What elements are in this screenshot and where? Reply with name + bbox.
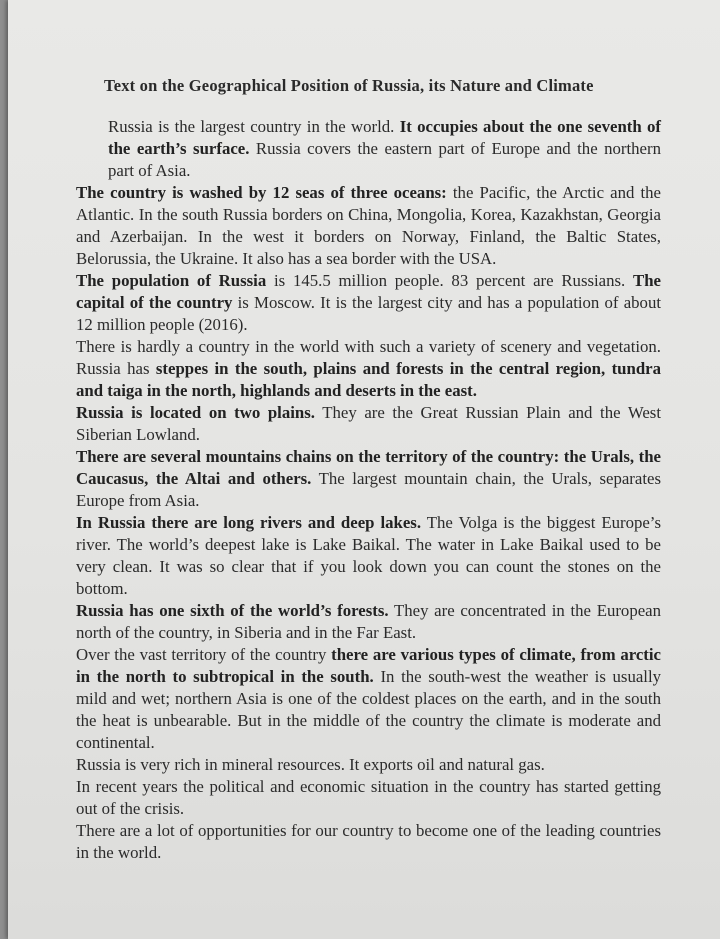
text-segment: Russia covers the eastern part of Europe and the northern part of Asia. (108, 139, 661, 180)
paragraph (76, 270, 661, 336)
text-segment: Russia is very rich in mineral resources. It exports oil and natural gas. (76, 755, 545, 774)
document-body (76, 116, 661, 864)
paragraph (76, 820, 661, 864)
paragraph (76, 754, 661, 776)
text-segment: is Moscow. It is the largest city and has a population of about 12 million people (2016). (76, 293, 662, 334)
bold-text-segment: The population of Russia (76, 271, 267, 290)
paragraph (76, 512, 661, 600)
text-segment: The largest mountain chain, the Urals, separates Europe from Asia. (76, 469, 661, 510)
paragraph (76, 336, 661, 402)
paragraph (76, 776, 661, 820)
text-segment: Over the vast territory of the country (76, 645, 332, 664)
text-segment: There are a lot of opportunities for our country to become one of the leading countries in the world. (76, 821, 661, 862)
bold-text-segment: The country is washed by 12 seas of three oceans: (76, 183, 447, 202)
bold-text-segment: Russia is located on two plains. (76, 403, 315, 422)
paragraph (76, 116, 661, 182)
text-segment: They are the Great Russian Plain and the West Siberian Lowland. (76, 403, 661, 444)
text-segment: the Pacific, the Arctic and the Atlantic. In the south Russia borders on China, Mongolia, Korea, Kazakhstan, Georgia and Azerbaijan. In the west it borders on Norway, Finland, the Baltic States, Belorussia, the Ukraine. It also has a sea border with the USA. (76, 183, 661, 268)
text-segment: In recent years the political and economic situation in the country has started getting out of the crisis. (76, 777, 661, 818)
bold-text-segment: The capital of the country (76, 271, 661, 312)
bold-text-segment: there are various types of climate, from arctic in the north to subtropical in the south. (76, 645, 661, 686)
text-segment: They are concentrated in the European north of the country, in Siberia and in the Far East. (76, 601, 661, 642)
document-title: Text on the Geographical Position of Russia, its Nature and Climate (104, 76, 594, 95)
bold-text-segment: In Russia there are long rivers and deep lakes. (76, 513, 422, 532)
document-page (8, 0, 720, 939)
paragraph (76, 402, 661, 446)
paragraph (76, 446, 661, 512)
paragraph (76, 600, 661, 644)
paragraph (76, 182, 661, 270)
text-segment: There is hardly a country in the world with such a variety of scenery and vegetation. Russia has (76, 337, 661, 378)
text-segment: In the south-west the weather is usually mild and wet; northern Asia is one of the coldest places on the earth, and in the south the heat is unbearable. But in the middle of the country the climate is moderate and continental. (76, 667, 661, 752)
bold-text-segment: Russia has one sixth of the world’s forests. (76, 601, 389, 620)
text-segment: The Volga is the biggest Europe’s river. The world’s deepest lake is Lake Baikal. The water in Lake Baikal used to be very clean. It was so clear that if you look down you can count the stones on the bottom. (76, 513, 662, 598)
bold-text-segment: There are several mountains chains on the territory of the country: the Urals, the Caucasus, the Altai and others. (76, 447, 661, 488)
paragraph (76, 644, 661, 754)
bold-text-segment: It occupies about the one seventh of the earth’s surface. (108, 117, 662, 158)
text-segment: Russia is the largest country in the world. (108, 117, 400, 136)
text-segment: is 145.5 million people. 83 percent are Russians. (266, 271, 634, 290)
bold-text-segment: steppes in the south, plains and forests in the central region, tundra and taiga in the north, highlands and deserts in the east. (76, 359, 661, 400)
